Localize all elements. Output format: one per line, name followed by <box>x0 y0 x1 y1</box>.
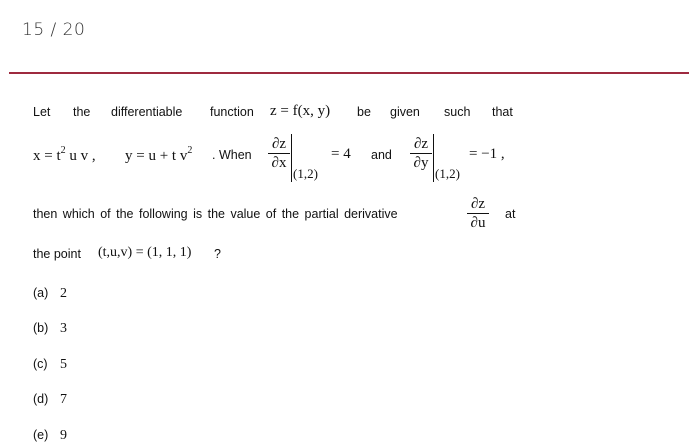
choice-value: 3 <box>60 321 67 336</box>
word-let: Let <box>33 105 51 119</box>
choice-label: (d) <box>33 392 49 406</box>
choice-value: 7 <box>60 392 67 407</box>
word-the-point: the point <box>33 247 81 261</box>
choice-c[interactable] <box>33 355 67 373</box>
evaluation-point: (t,u,v) = (1, 1, 1) <box>98 245 192 260</box>
word-such: such <box>444 105 471 119</box>
header-divider <box>9 72 689 74</box>
choice-b[interactable] <box>33 319 67 337</box>
eval-point-x: (1,2) <box>293 166 318 181</box>
question-mark: ? <box>214 247 221 261</box>
value-dzdx: = 4 <box>331 146 351 162</box>
choice-label: (b) <box>33 321 49 335</box>
partial-z-x: ∂z ∂x <box>268 136 290 171</box>
y-equation: y = u + t $v^2$ <box>125 145 193 164</box>
word-at: at <box>505 207 516 221</box>
word-given: given <box>390 105 420 119</box>
choice-value: 2 <box>60 286 67 301</box>
value-dzdy: = −1 , <box>469 146 505 162</box>
evaluation-bar-y <box>433 134 434 182</box>
x-equation: $x = t^2$ u v , <box>33 145 96 164</box>
question-counter: 15 / 20 <box>22 20 86 40</box>
choice-d[interactable] <box>33 390 67 408</box>
question-line-3: then which of the following is the value of the partial derivative <box>33 207 398 221</box>
choice-label: (e) <box>33 428 49 442</box>
word-be: be <box>357 105 371 119</box>
word-the: the <box>73 105 91 119</box>
choice-e[interactable] <box>33 426 67 444</box>
choice-value: 5 <box>60 357 67 372</box>
word-function: function <box>210 105 254 119</box>
choice-value: 9 <box>60 428 67 443</box>
choice-a[interactable] <box>33 284 67 302</box>
word-differentiable: differentiable <box>111 105 183 119</box>
partial-z-y: ∂z ∂y <box>410 136 432 171</box>
function-definition: z = f(x, y) <box>270 103 331 119</box>
word-and: and <box>371 148 392 162</box>
eval-point-y: (1,2) <box>435 166 460 181</box>
evaluation-bar-x <box>291 134 292 182</box>
word-that: that <box>492 105 513 119</box>
word-when: . When <box>212 148 252 162</box>
choice-label: (c) <box>33 357 48 371</box>
choice-label: (a) <box>33 286 49 300</box>
partial-z-u: ∂z ∂u <box>467 196 489 231</box>
